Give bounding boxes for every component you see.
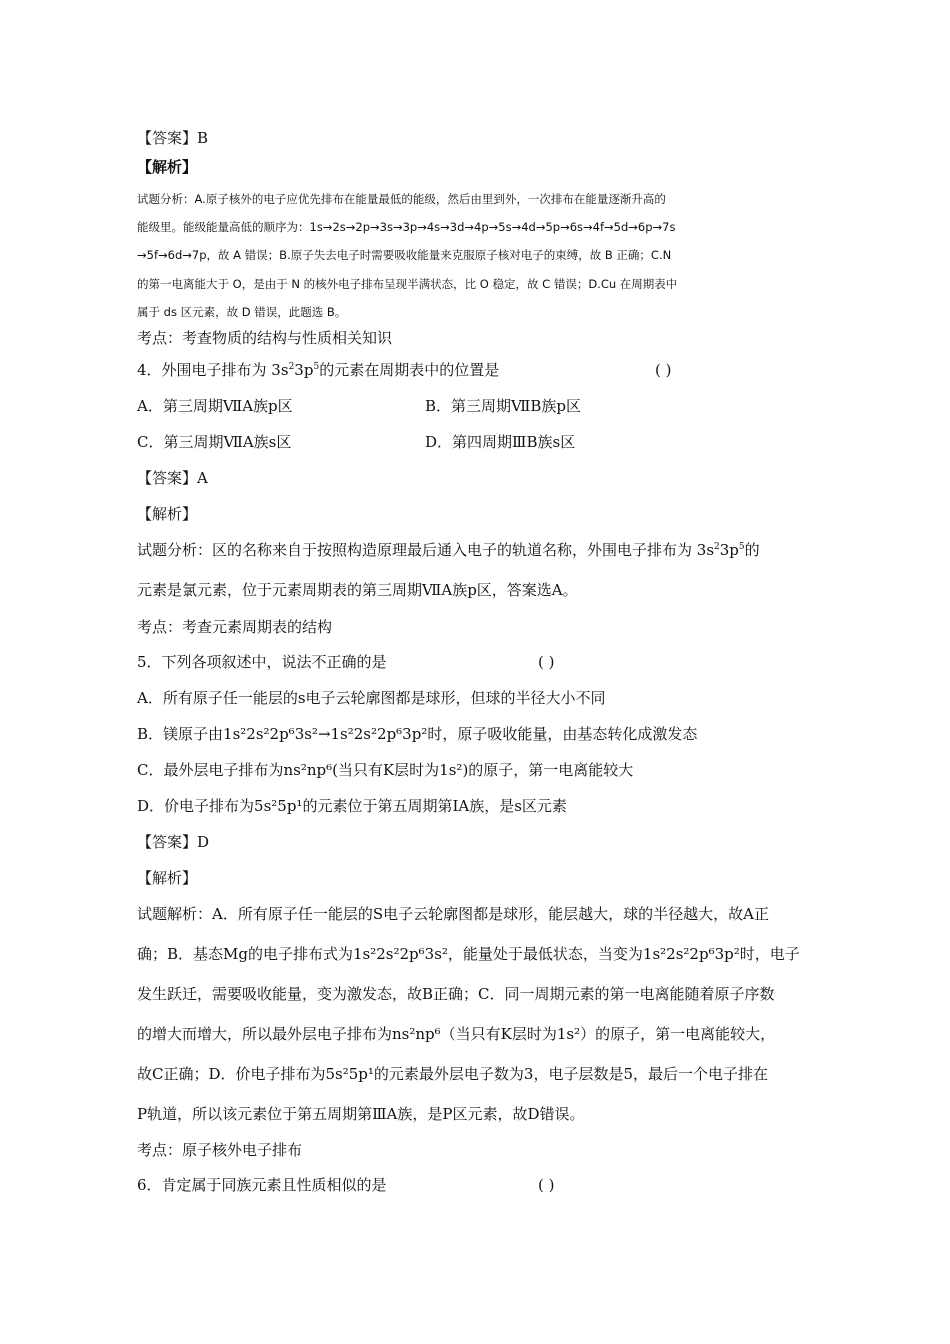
q5-analysis-line-3: 发生跃迁，需要吸收能量，变为激发态，故B正确；C．同一周期元素的第一电离能随着原子序数 bbox=[137, 985, 775, 1003]
q6-stem: 6．肯定属于同族元素且性质相似的是 bbox=[137, 1176, 387, 1194]
q5-answer: 【答案】D bbox=[137, 833, 210, 851]
q5-analysis-line-5: 故C正确；D．价电子排布为5s²5p¹的元素最外层电子数为3，电子层数是5，最后一个电子排在 bbox=[137, 1065, 769, 1083]
q5-analysis-line-6: P轨道，所以该元素位于第五周期第ⅢA族，是P区元素，故D错误。 bbox=[137, 1105, 585, 1123]
q5-answer-paren: ( ) bbox=[538, 653, 555, 671]
q4-analysis-line-1: 试题分析：区的名称来自于按照构造原理最后通入电子的轨道名称，外围电子排布为 $3s^23p^5$的 bbox=[137, 541, 760, 559]
q5-analysis-heading: 【解析】 bbox=[137, 869, 198, 887]
q5-option-a: A．所有原子任一能层的s电子云轮廓图都是球形，但球的半径大小不同 bbox=[137, 689, 606, 707]
q4-option-c: C．第三周期ⅦA族s区 bbox=[137, 433, 292, 451]
q4-option-a: A．第三周期ⅦA族p区 bbox=[137, 397, 293, 415]
q5-analysis-line-2: 确；B．基态Mg的电子排布式为1s²2s²2p⁶3s²，能量处于最低状态，当变为1s²2s²2p⁶3p²时，电子 bbox=[137, 945, 800, 963]
q3-analysis-line-2: 能级里。能级能量高低的顺序为：1s→2s→2p→3s→3p→4s→3d→4p→5s→4d→5p→6s→4f→5d→6p→7s bbox=[137, 220, 676, 234]
q3-kaodian: 考点：考查物质的结构与性质相关知识 bbox=[137, 329, 393, 347]
q3-analysis-heading: 【解析】 bbox=[137, 158, 198, 176]
q5-option-d: D．价电子排布为5s²5p¹的元素位于第五周期第ⅠA族，是s区元素 bbox=[137, 797, 567, 815]
q4-analysis-line-2: 元素是氯元素，位于元素周期表的第三周期ⅦA族p区，答案选A。 bbox=[137, 581, 578, 599]
q5-option-c: C．最外层电子排布为ns²np⁶(当只有K层时为1s²)的原子，第一电离能较大 bbox=[137, 761, 634, 779]
q5-kaodian: 考点：原子核外电子排布 bbox=[137, 1141, 303, 1159]
q4-option-d: D．第四周期ⅢB族s区 bbox=[425, 433, 576, 451]
q3-analysis-line-3: →5f→6d→7p，故 A 错误；B.原子失去电子时需要吸收能量来克服原子核对电子的束缚，故 B 正确；C.N bbox=[137, 248, 672, 262]
q3-analysis-line-5: 属于 ds 区元素，故 D 错误，此题选 B。 bbox=[137, 305, 347, 319]
q4-answer: 【答案】A bbox=[137, 469, 208, 487]
q4-answer-paren: ( ) bbox=[655, 361, 672, 379]
q3-analysis-line-1: 试题分析：A.原子核外的电子应优先排布在能量最低的能级，然后由里到外，一次排布在能量逐渐升高的 bbox=[137, 192, 666, 206]
q4-kaodian: 考点：考查元素周期表的结构 bbox=[137, 618, 333, 636]
q4-stem: 4．外围电子排布为 $3s^23p^5$的元素在周期表中的位置是 bbox=[137, 361, 500, 379]
q4-analysis-heading: 【解析】 bbox=[137, 505, 198, 523]
q6-answer-paren: ( ) bbox=[538, 1176, 555, 1194]
q5-analysis-line-1: 试题解析：A．所有原子任一能层的S电子云轮廓图都是球形，能层越大，球的半径越大，故A正 bbox=[137, 905, 769, 923]
q3-analysis-line-4: 的第一电离能大于 O，是由于 N 的核外电子排布呈现半满状态，比 O 稳定，故 C 错误；D.Cu 在周期表中 bbox=[137, 277, 678, 291]
q3-answer: 【答案】B bbox=[137, 129, 209, 147]
q5-analysis-line-4: 的增大而增大，所以最外层电子排布为ns²np⁶（当只有K层时为1s²）的原子，第一电离能较大， bbox=[137, 1025, 776, 1043]
q4-option-b: B．第三周期ⅦB族p区 bbox=[425, 397, 582, 415]
q5-option-b: B．镁原子由1s²2s²2p⁶3s²→1s²2s²2p⁶3p²时，原子吸收能量，由基态转化成激发态 bbox=[137, 725, 698, 743]
q5-stem: 5．下列各项叙述中，说法不正确的是 bbox=[137, 653, 387, 671]
